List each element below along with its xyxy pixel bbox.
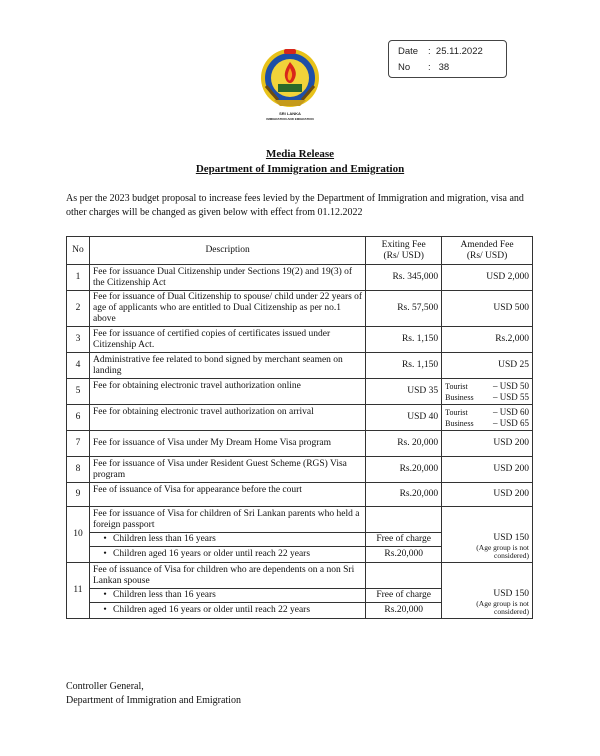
row-description: Fee for issuance of Visa under Resident Guest Scheme (RGS) Visa program (89, 457, 365, 483)
row-existing-fee: Rs.20,000 (366, 603, 442, 619)
signatory-department: Department of Immigration and Emigration (66, 695, 241, 706)
row-description: Fee for issuance of Visa under My Dream Home Visa program (89, 431, 365, 457)
bullet-item: • Children less than 16 years (89, 533, 365, 547)
date-number-box: Date : 25.11.2022 No : 38 (388, 40, 507, 78)
row-existing-fee: Rs. 345,000 (366, 265, 442, 291)
row-description: Fee for issuance of Visa for children of Sri Lankan parents who held a foreign passport (89, 507, 365, 533)
row-existing-fee: Rs. 57,500 (366, 291, 442, 327)
table-row: 5 Fee for obtaining electronic travel authorization online USD 35 Tourist – USD 50 Business – USD 55 (67, 379, 533, 405)
bullet-item: • Children aged 16 years or older until reach 22 years (89, 547, 365, 563)
row-description: Fee for obtaining electronic travel authorization on arrival (89, 405, 365, 431)
table-row: 4 Administrative fee related to bond signed by merchant seamen on landing Rs. 1,150 USD 25 (67, 353, 533, 379)
signature-block (66, 680, 241, 708)
number-value: 38 (438, 62, 450, 73)
row-description: Fee for issuance Dual Citizenship under Sections 19(2) and 19(3) of the Citizenship Act (89, 265, 365, 291)
row-amended-fee: USD 150 (Age group is not considered) (442, 533, 533, 563)
row-existing-fee: Rs. 1,150 (366, 353, 442, 379)
department-title: Department of Immigration and Emigration (195, 163, 405, 175)
table-row: 6 Fee for obtaining electronic travel authorization on arrival USD 40 Tourist – USD 60 Business – USD 65 (67, 405, 533, 431)
row-amended-fee: USD 200 (442, 431, 533, 457)
row-description: Fee for issuance of certified copies of certificates issued under Citizenship Act. (89, 327, 365, 353)
header-description: Description (89, 237, 365, 265)
row-existing-fee: USD 35 (366, 379, 442, 405)
amended-fee-note: (Age group is not considered) (476, 542, 529, 560)
row-amended-fee: USD 150 (Age group is not considered) (442, 589, 533, 619)
bullet-item: • Children aged 16 years or older until reach 22 years (89, 603, 365, 619)
row-existing-fee: USD 40 (366, 405, 442, 431)
intro-paragraph: As per the 2023 budget proposal to increase fees levied by the Department of Immigration and migration, visa and other charges will be changed as given below with effect from 01.12.2022 (66, 193, 524, 218)
row-existing-fee: Free of charge (366, 589, 442, 603)
row-description: Fee of issuance of Visa for appearance before the court (89, 483, 365, 507)
number-label: No (398, 62, 411, 73)
header-amended-fee: Amended Fee (Rs/ USD) (442, 237, 533, 265)
table-row: 8 Fee for issuance of Visa under Resident Guest Scheme (RGS) Visa program Rs.20,000 USD 200 (67, 457, 533, 483)
date-label: Date (398, 46, 419, 57)
row-existing-fee: Rs. 20,000 (366, 431, 442, 457)
row-amended-fee: USD 25 (442, 353, 533, 379)
logo-text-line2: IMMIGRATION AND EMIGRATION (266, 117, 314, 121)
table-row: 10 Fee for issuance of Visa for children of Sri Lankan parents who held a foreign passport (67, 507, 533, 533)
row-amended-fee: USD 200 (442, 457, 533, 483)
header-no: No (67, 237, 90, 265)
row-existing-fee: Rs.20,000 (366, 547, 442, 563)
signatory-title: Controller General, (66, 681, 144, 692)
table-subrow (67, 589, 533, 603)
media-release-title: Media Release (265, 148, 335, 160)
row-amended-fee: Rs.2,000 (442, 327, 533, 353)
bullet-item: • Children less than 16 years (89, 589, 365, 603)
row-description: Fee for issuance of Dual Citizenship to spouse/ child under 22 years of age of applicants who are entitled to Dual Citizenship as per no.1 above (89, 291, 365, 327)
department-emblem-logo (254, 40, 326, 126)
table-row: 1 Fee for issuance Dual Citizenship under Sections 19(2) and 19(3) of the Citizenship Act Rs. 345,000 USD 2,000 (67, 265, 533, 291)
row-amended-fee: USD 2,000 (442, 265, 533, 291)
table-header-row (67, 237, 533, 265)
fee-table (66, 236, 533, 619)
row-amended-fee: Tourist – USD 60 Business – USD 65 (442, 405, 533, 431)
amended-fee-note: (Age group is not considered) (476, 598, 529, 616)
row-existing-fee: Rs.20,000 (366, 457, 442, 483)
row-existing-fee: Rs.20,000 (366, 483, 442, 507)
row-description: Administrative fee related to bond signed by merchant seamen on landing (89, 353, 365, 379)
logo-text-line1: SRI LANKA (279, 111, 301, 116)
row-amended-fee: Tourist – USD 50 Business – USD 55 (442, 379, 533, 405)
table-row: 7 Fee for issuance of Visa under My Dream Home Visa program Rs. 20,000 USD 200 (67, 431, 533, 457)
row-description: Fee for obtaining electronic travel authorization online (89, 379, 365, 405)
table-row: 2 Fee for issuance of Dual Citizenship to spouse/ child under 22 years of age of applicants who are entitled to Dual Citizenship as per no.1 above Rs. 57,500 USD 500 (67, 291, 533, 327)
row-amended-fee: USD 500 (442, 291, 533, 327)
table-row: 11 Fee of issuance of Visa for children who are dependents on a non Sri Lankan spouse (67, 563, 533, 589)
date-value: 25.11.2022 (435, 46, 483, 57)
row-description: Fee of issuance of Visa for children who are dependents on a non Sri Lankan spouse (89, 563, 365, 589)
table-row: 9 Fee of issuance of Visa for appearance before the court Rs.20,000 USD 200 (67, 483, 533, 507)
table-row: 3 Fee for issuance of certified copies of certificates issued under Citizenship Act. Rs. 1,150 Rs.2,000 (67, 327, 533, 353)
table-subrow (67, 533, 533, 547)
header-existing-fee: Exiting Fee (Rs/ USD) (366, 237, 442, 265)
row-existing-fee: Rs. 1,150 (366, 327, 442, 353)
row-amended-fee: USD 200 (442, 483, 533, 507)
row-existing-fee: Free of charge (366, 533, 442, 547)
